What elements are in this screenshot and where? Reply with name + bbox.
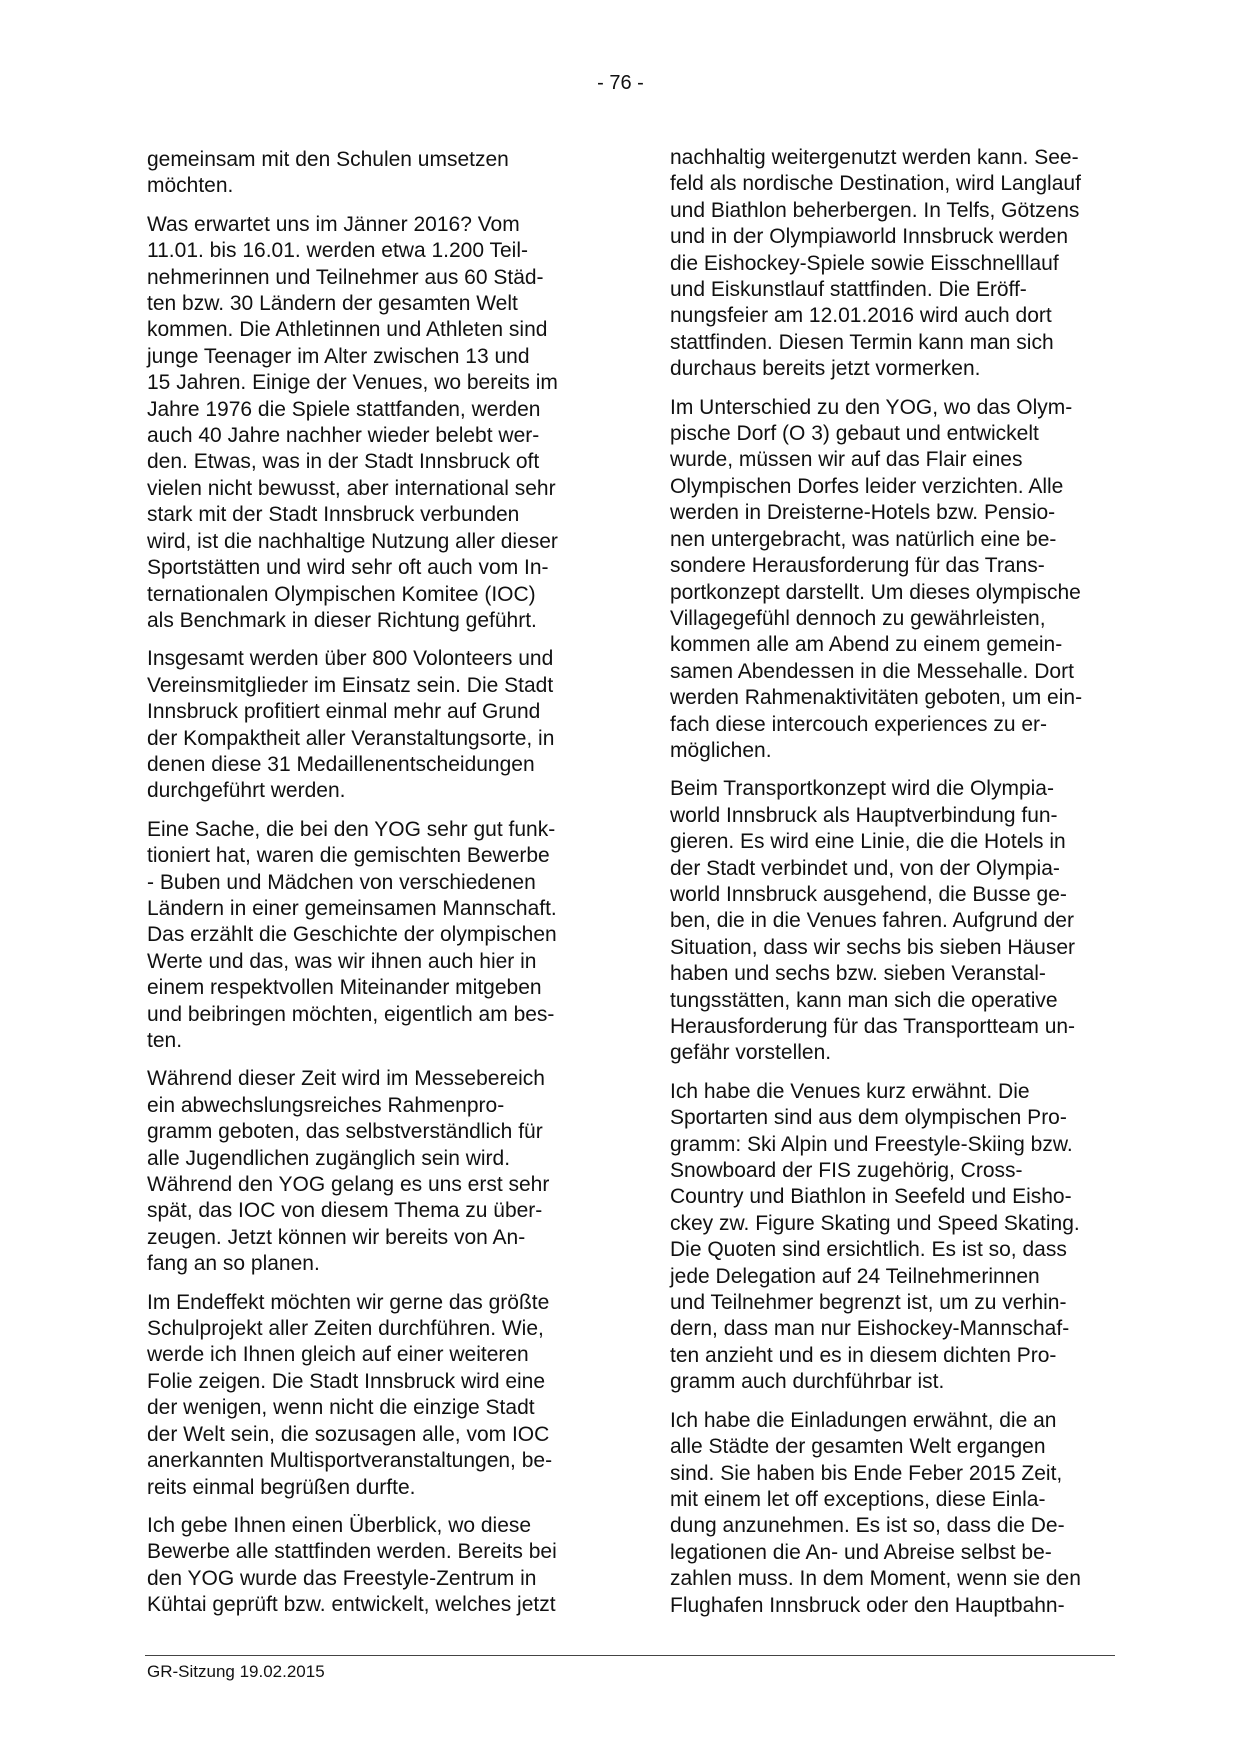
paragraph: Während dieser Zeit wird im Messebereich ein abwechslungsreiches Rahmenpro- gramm geboten, das selbstverständlich für alle Jugendlichen zugänglich sein wird. Während den YOG gelang es uns erst sehr spät, das IOC von diesem Thema zu über- zeugen. Jetzt können wir bereits von An- fang an so planen. bbox=[147, 1067, 550, 1276]
paragraph: Im Unterschied zu den YOG, wo das Olym- pische Dorf (O 3) gebaut und entwickelt wurde, müssen wir auf das Flair eines Olympischen Dorfes leider verzichten. Alle werden in Dreisterne-Hotels bzw. Pensio- nen untergebracht, was natürlich eine be- sondere Herausforderung für das Trans- portkonzept darstellt. Um dieses olympische Villagegefühl dennoch zu gewährleisten, kommen alle am Abend zu einem gemein- samen Abendessen in die Messehalle. Dort werden Rahmenaktivitäten geboten, um ein- fach diese intercouch experiences zu er- möglichen. bbox=[670, 395, 1083, 762]
paragraph: nachhaltig weitergenutzt werden kann. See- feld als nordische Destination, wird Langlauf und Biathlon beherbergen. In Telfs, Götzens und in der Olympiaworld Innsbruck werden die Eishockey-Spiele sowie Eisschnelllauf und Eiskunstlauf stattfinden. Die Eröff- nungsfeier am 12.01.2016 wird auch dort stattfinden. Diesen Termin kann man sich durchaus bereits jetzt vormerken. bbox=[670, 146, 1081, 381]
paragraph: Was erwartet uns im Jänner 2016? Vom 11.01. bis 16.01. werden etwa 1.200 Teil- nehmerinnen und Teilnehmer aus 60 Städ- ten bzw. 30 Ländern der gesamten Welt kommen. Die Athletinnen und Athleten sind junge Teenager im Alter zwischen 13 und 15 Jahren. Einige der Venues, wo bereits im Jahre 1976 die Spiele stattfanden, werden auch 40 Jahre nachher wieder belebt wer- den. Etwas, was in der Stadt Innsbruck oft vielen nicht bewusst, aber international sehr stark mit der Stadt Innsbruck verbunden wird, ist die nachhaltige Nutzung aller dieser Sportstätten und wird sehr oft auch vom In- ternationalen Olympischen Komitee (IOC) als Benchmark in dieser Richtung geführt. bbox=[147, 212, 558, 632]
paragraph: Beim Transportkonzept wird die Olympia- world Innsbruck als Hauptverbindung fun- gieren. Es wird eine Linie, die die Hotels in der Stadt verbindet und, von der Olympia- world Innsbruck ausgehend, die Busse ge- ben, die in die Venues fahren. Aufgrund der Situation, dass wir sechs bis sieben Häuser haben und sechs bzw. sieben Veranstal- tungsstätten, kann man sich die operative Herausforderung für das Transportteam un- gefähr vorstellen. bbox=[670, 777, 1076, 1065]
page-number: - 76 - bbox=[597, 72, 644, 94]
paragraph: Insgesamt werden über 800 Volonteers und Vereinsmitglieder im Einsatz sein. Die Stadt Innsbruck profitiert einmal mehr auf Grund der Kompaktheit aller Veranstaltungsorte, in denen diese 31 Medaillenentscheidungen durchgeführt werden. bbox=[147, 647, 555, 803]
paragraph: Ich gebe Ihnen einen Überblick, wo diese Bewerbe alle stattfinden werden. Bereits bei den YOG wurde das Freestyle-Zentrum in Kühtai geprüft bzw. entwickelt, welches jetzt bbox=[147, 1513, 557, 1617]
paragraph: gemeinsam mit den Schulen umsetzen möchten. bbox=[147, 148, 509, 198]
footer-divider bbox=[145, 1655, 1115, 1656]
footer-text: GR-Sitzung 19.02.2015 bbox=[147, 1662, 325, 1681]
right-column bbox=[670, 145, 1122, 1631]
left-column bbox=[147, 147, 599, 1631]
paragraph: Eine Sache, die bei den YOG sehr gut funk- tioniert hat, waren die gemischten Bewerbe - Buben und Mädchen von verschiedenen Ländern in einer gemeinsamen Mannschaft. Das erzählt die Geschichte der olympischen Werte und das, was wir ihnen auch hier in einem respektvollen Miteinander mitgeben und beibringen möchten, eigentlich am bes- ten. bbox=[147, 817, 557, 1052]
paragraph: Ich habe die Venues kurz erwähnt. Die Sportarten sind aus dem olympischen Pro- gramm: Ski Alpin und Freestyle-Skiing bzw. Snowboard der FIS zugehörig, Cross- Country und Biathlon in Seefeld und Eisho- ckey zw. Figure Skating und Speed Skating. Die Quoten sind ersichtlich. Es ist so, dass jede Delegation auf 24 Teilnehmerinnen und Teilnehmer begrenzt ist, um zu verhin- dern, dass man nur Eishockey-Mannschaf- ten anzieht und es in diesem dichten Pro- gramm auch durchführbar ist. bbox=[670, 1079, 1080, 1394]
paragraph: Ich habe die Einladungen erwähnt, die an alle Städte der gesamten Welt ergangen sind. Sie haben bis Ende Feber 2015 Zeit, mit einem let off exceptions, diese Einla- dung anzunehmen. Es ist so, dass die De- legationen die An- und Abreise selbst be- zahlen muss. In dem Moment, wenn sie den Flughafen Innsbruck oder den Hauptbahn- bbox=[670, 1408, 1081, 1617]
paragraph: Im Endeffekt möchten wir gerne das größte Schulprojekt aller Zeiten durchführen. Wie, werde ich Ihnen gleich auf einer weiteren Folie zeigen. Die Stadt Innsbruck wird eine der wenigen, wenn nicht die einzige Stadt der Welt sein, die sozusagen alle, vom IOC anerkannten Multisportveranstaltungen, be- reits einmal begrüßen durfte. bbox=[147, 1290, 553, 1499]
